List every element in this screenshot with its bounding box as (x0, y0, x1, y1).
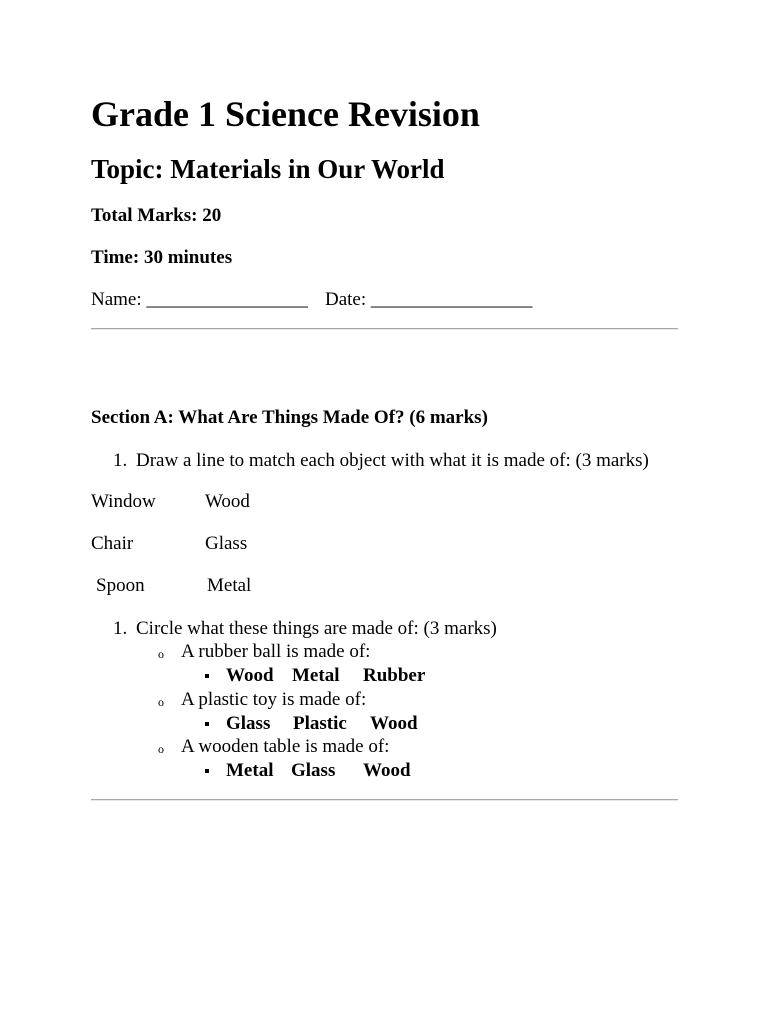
date-field-label: Date: _________________ (325, 289, 533, 310)
square-bullet-icon (205, 674, 209, 678)
page-title: Grade 1 Science Revision (91, 94, 480, 134)
match-object-window: Window (91, 491, 156, 512)
circle-option[interactable]: Wood (370, 713, 418, 734)
circle-option[interactable]: Plastic (293, 713, 347, 734)
sub-bullet-icon: o (158, 647, 164, 661)
match-object-spoon: Spoon (96, 575, 145, 596)
name-field-label: Name: _________________ (91, 289, 308, 310)
header-divider (91, 328, 678, 330)
topic-heading: Topic: Materials in Our World (91, 154, 445, 184)
sub-bullet-icon: o (158, 695, 164, 709)
circle-option[interactable]: Metal (226, 760, 274, 781)
circle-option[interactable]: Wood (363, 760, 411, 781)
circle-option[interactable]: Rubber (363, 665, 426, 686)
circle-item-prompt: A wooden table is made of: (181, 736, 390, 757)
circle-option[interactable]: Glass (226, 713, 271, 734)
circle-option[interactable]: Wood (226, 665, 274, 686)
section-a-heading: Section A: What Are Things Made Of? (6 marks) (91, 407, 488, 428)
sub-bullet-icon: o (158, 742, 164, 756)
question-2-number: 1. (113, 618, 128, 639)
square-bullet-icon (205, 769, 209, 773)
question-2-text: Circle what these things are made of: (3 marks) (136, 618, 497, 639)
question-1-number: 1. (113, 450, 128, 471)
section-divider (91, 799, 678, 801)
circle-option[interactable]: Glass (291, 760, 336, 781)
circle-option[interactable]: Metal (292, 665, 340, 686)
circle-item-prompt: A plastic toy is made of: (181, 689, 367, 710)
circle-item-prompt: A rubber ball is made of: (181, 641, 371, 662)
time-allowed: Time: 30 minutes (91, 247, 233, 268)
match-material-glass: Glass (205, 533, 248, 554)
total-marks: Total Marks: 20 (91, 205, 222, 226)
match-material-metal: Metal (207, 575, 252, 596)
square-bullet-icon (205, 722, 209, 726)
match-object-chair: Chair (91, 533, 134, 554)
match-material-wood: Wood (205, 491, 250, 512)
question-1-text: Draw a line to match each object with what it is made of: (3 marks) (136, 450, 649, 471)
